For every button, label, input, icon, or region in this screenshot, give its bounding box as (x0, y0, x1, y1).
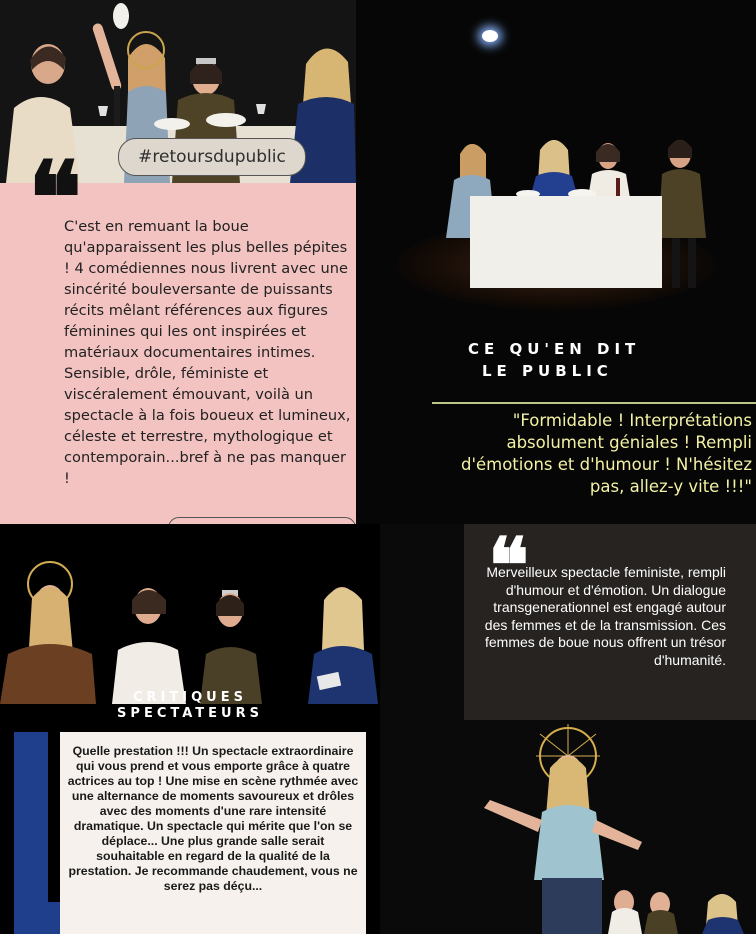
spotlight (482, 30, 498, 42)
divider-line (432, 402, 756, 404)
quote-mark-icon: ❝ (488, 524, 529, 610)
title-line-1: CE QU'EN DIT (468, 340, 641, 358)
blue-accent-foot (14, 902, 66, 934)
review-panel-pink (0, 0, 356, 524)
review-quote-formidable: "Formidable ! Interprétations absolument géniales ! Rempli d'émotions et d'humour ! N'hésitez pas, allez-y vite !!!" (460, 411, 752, 496)
review-card (60, 732, 366, 934)
critiques-title-1: CRITIQUES (133, 690, 247, 705)
performer-halo-illustration (464, 720, 756, 934)
review-panel-stage (356, 0, 756, 524)
quote-mark-icon: ❝ (28, 139, 82, 257)
hashtag-badge: #retoursdupublic (118, 138, 306, 176)
title-line-2: LE PUBLIC (482, 362, 613, 380)
review-quote-merveilleux: Merveilleux spectacle feministe, rempli d'humour et d'émotion. Un dialogue transgenerationnel est engagé autour des femmes et de la transmission. Ces femmes de boue nous offrent un trésor d'humanité. (484, 564, 726, 668)
actresses-portraits-illustration (0, 554, 380, 704)
pill-outline (168, 517, 356, 524)
white-tablecloth (470, 196, 662, 288)
critiques-title-2: SPECTATEURS (117, 706, 263, 721)
review-panel-critiques (0, 524, 380, 934)
review-quote-prestation: Quelle prestation !!! Un spectacle extraordinaire qui vous prend et vous emporte grâce à quatre actrices au top ! Une mise en scène rythmée avec une alternance de moments savoureux et drôles avec des moments d'une rare intensité dramatique. Un spectacle qui mérite que l'on se déplace... Une plus grande salle serait souhaitable en regard de la qualité de la prestation. Je recommande chaudement, vous ne serez pas déçu... (67, 744, 359, 893)
review-quote-boue: C'est en remuant la boue qu'apparaissent les plus belles pépites ! 4 comédiennes nous livrent avec une sincérité bouleversante de puissants récits mêlant références aux figures féminines qui les ont inspirées et matériaux documentaires intimes. Sensible, drôle, féministe et viscéralement émouvant, voilà un spectacle à la fois boueux et lumineux, céleste et terrestre, mythologique et contemporain...bref à ne pas manquer ! (64, 218, 351, 487)
review-panel-merveilleux (380, 524, 756, 934)
